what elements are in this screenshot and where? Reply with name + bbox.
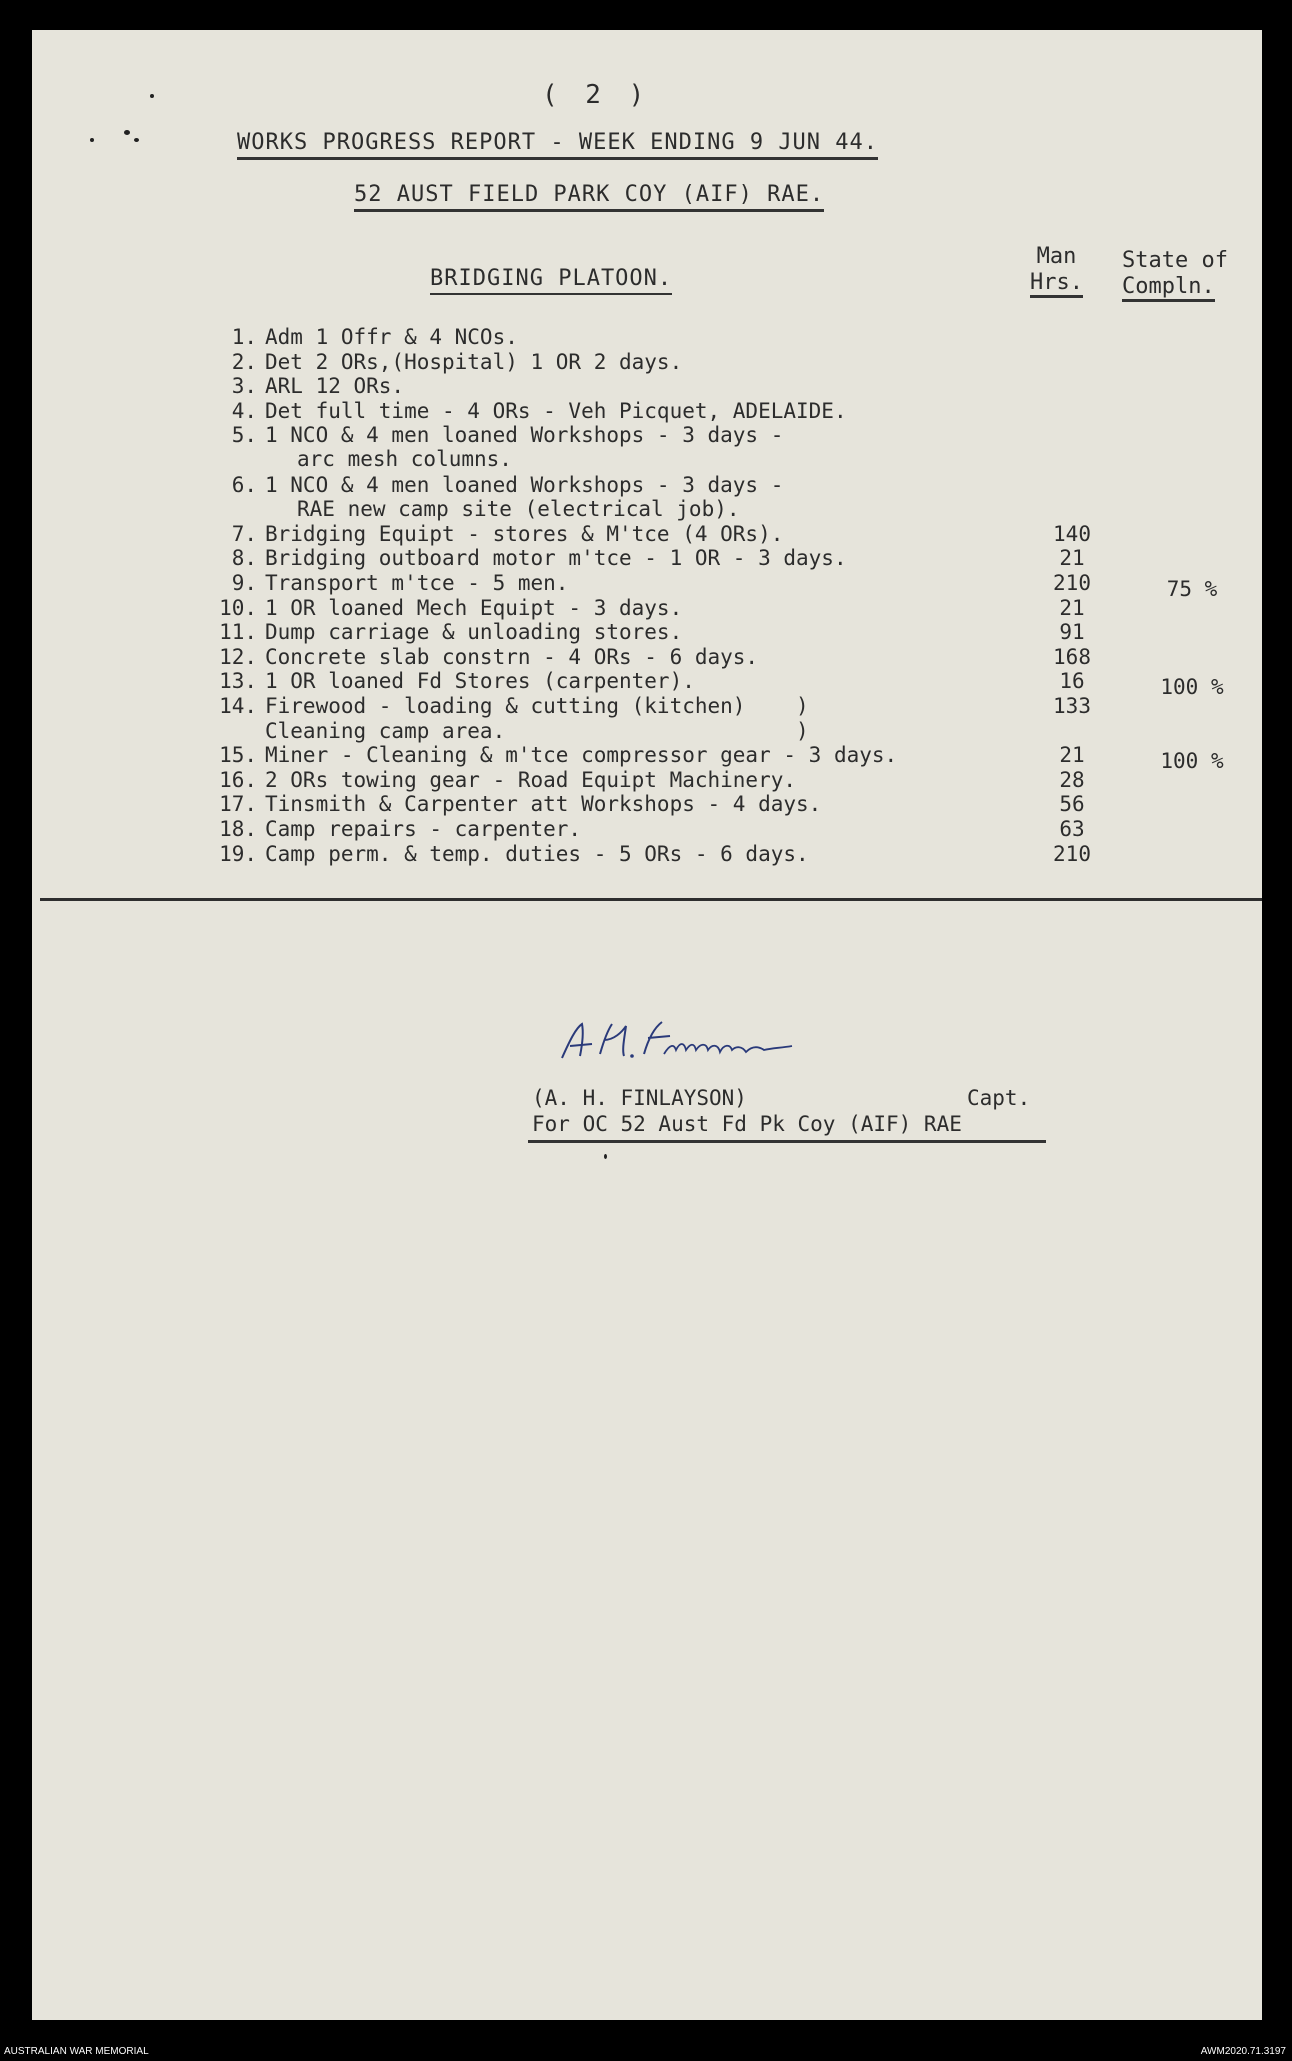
work-item-description-text: 2 ORs towing gear - Road Equipt Machinery. <box>265 767 797 792</box>
work-item-completion: 100 % <box>1160 749 1224 774</box>
work-item-description <box>265 645 758 669</box>
report-title <box>237 130 878 160</box>
work-item-man-hours: 28 <box>1059 767 1085 792</box>
man-hours-header-line1: Man <box>1036 244 1077 269</box>
work-item-number: 2. <box>231 349 257 374</box>
man-hours-header-line2: Hrs. <box>1030 270 1083 298</box>
work-item-number: 14. <box>219 694 257 718</box>
completion-header-line1: State of <box>1122 248 1228 273</box>
work-item-description-text: Cleaning camp area. ) <box>265 718 809 743</box>
section-divider <box>40 898 1262 901</box>
work-item-description-text: 1 OR loaned Mech Equipt - 3 days. <box>265 595 683 620</box>
work-item-man-hours: 56 <box>1059 792 1085 817</box>
footer-left: AUSTRALIAN WAR MEMORIAL <box>4 2046 149 2057</box>
work-item-man-hours: 21 <box>1059 595 1085 620</box>
work-item-number: 7. <box>231 521 257 546</box>
work-item-description-text: Camp repairs - carpenter. <box>265 817 582 841</box>
work-item-number: 4. <box>231 398 257 423</box>
work-item-number: 1. <box>231 325 257 349</box>
work-item-description-text: ARL 12 ORs. <box>265 374 405 399</box>
work-item-description-text: 1 OR loaned Fd Stores (carpenter). <box>265 669 695 694</box>
work-item-man-hours: 16 <box>1059 669 1085 694</box>
work-item-man-hours: 140 <box>1053 521 1091 546</box>
paper-speck <box>604 1154 607 1159</box>
signatory-name: (A. H. FINLAYSON) <box>532 1086 747 1110</box>
work-item-description-text: Miner - Cleaning & m'tce compressor gear - 3 days. <box>265 743 898 768</box>
work-item-description-text: Tinsmith & Carpenter att Workshops - 4 days. <box>265 792 822 817</box>
work-item-number: 19. <box>219 841 257 866</box>
work-item-description-text: Det full time - 4 ORs - Veh Picquet, ADELAIDE. <box>265 398 847 423</box>
work-item-completion: 75 % <box>1166 577 1218 601</box>
work-item-description-text: Bridging Equipt - stores & M'tce (4 ORs). <box>265 521 784 546</box>
work-item-number: 3. <box>231 374 257 399</box>
work-item-man-hours: 168 <box>1053 644 1091 669</box>
work-item-number: 12. <box>219 644 257 669</box>
work-item-description-text: 1 NCO & 4 men loaned Workshops - 3 days - <box>265 472 784 497</box>
report-title-text: WORKS PROGRESS REPORT - WEEK ENDING 9 JUN 44. <box>237 130 879 155</box>
work-item-description <box>265 423 783 471</box>
unit-underline <box>354 209 824 212</box>
work-item-description <box>265 620 682 644</box>
work-item-description <box>265 596 682 620</box>
section-heading <box>430 266 672 295</box>
work-item-description-text: Camp perm. & temp. duties - 5 ORs - 6 days. <box>265 841 809 866</box>
work-item-man-hours: 91 <box>1059 620 1085 645</box>
work-item-description-text: 1 NCO & 4 men loaned Workshops - 3 days - <box>265 423 784 448</box>
signatory-for-line: For OC 52 Aust Fd Pk Coy (AIF) RAE <box>532 1112 962 1136</box>
work-item-number: 15. <box>219 743 257 768</box>
work-item-description-continuation: arc mesh columns. <box>297 447 512 472</box>
work-item-completion: 100 % <box>1160 675 1224 700</box>
work-item-description <box>265 719 809 743</box>
work-item-description-text: Dump carriage & unloading stores. <box>265 620 683 645</box>
work-item-man-hours: 210 <box>1053 571 1091 595</box>
work-item-number: 11. <box>219 620 257 645</box>
work-item-description <box>265 817 581 841</box>
work-item-description <box>265 571 568 595</box>
work-item-description <box>265 768 796 792</box>
work-item-man-hours: 21 <box>1059 546 1085 571</box>
work-item-description-text: Adm 1 Offr & 4 NCOs. <box>265 325 518 349</box>
work-item-description <box>265 669 695 693</box>
work-item-description-text: Firewood - loading & cutting (kitchen) ) <box>265 694 809 718</box>
unit-title <box>354 182 824 212</box>
work-item-description <box>265 842 809 866</box>
page-number: ( 2 ) <box>542 80 651 110</box>
section-underline <box>430 293 672 295</box>
title-underline <box>237 157 878 160</box>
paper-speck <box>90 138 94 142</box>
unit-title-text: 52 AUST FIELD PARK COY (AIF) RAE. <box>354 182 825 207</box>
paper-speck <box>150 94 154 98</box>
work-item-description <box>265 522 783 546</box>
work-item-description-text: Concrete slab constrn - 4 ORs - 6 days. <box>265 644 759 669</box>
work-item-man-hours: 210 <box>1053 841 1091 866</box>
work-item-number: 10. <box>219 595 257 620</box>
work-item-description <box>265 546 847 570</box>
work-item-number: 5. <box>231 423 257 448</box>
footer-right: AWM2020.71.3197 <box>1200 2046 1286 2057</box>
work-item-number: 9. <box>231 571 257 595</box>
work-item-description <box>265 325 518 349</box>
work-item-number: 13. <box>219 669 257 694</box>
work-item-description <box>265 694 809 718</box>
man-hours-header <box>1030 244 1083 296</box>
work-item-description-text: Det 2 ORs,(Hospital) 1 OR 2 days. <box>265 349 683 374</box>
signature-underline <box>528 1140 1046 1143</box>
work-item-description <box>265 473 783 521</box>
work-item-man-hours: 63 <box>1059 817 1085 841</box>
work-item-number: 18. <box>219 817 257 841</box>
work-item-man-hours: 21 <box>1059 743 1085 768</box>
completion-header-line2: Compln. <box>1122 274 1215 302</box>
work-item-description-text: Bridging outboard motor m'tce - 1 OR - 3 days. <box>265 546 847 571</box>
work-item-description <box>265 743 897 767</box>
work-item-description-continuation: RAE new camp site (electrical job). <box>297 496 740 521</box>
work-item-description <box>265 374 404 398</box>
completion-header <box>1122 248 1228 300</box>
work-item-number: 8. <box>231 546 257 571</box>
document-page <box>32 30 1262 2020</box>
paper-speck <box>134 138 139 142</box>
work-item-number: 6. <box>231 472 257 497</box>
work-item-description-text: Transport m'tce - 5 men. <box>265 571 569 595</box>
signatory-rank: Capt. <box>967 1086 1031 1110</box>
work-item-description <box>265 350 682 374</box>
work-item-number: 16. <box>219 767 257 792</box>
work-item-number: 17. <box>219 792 257 817</box>
handwritten-signature <box>552 1010 812 1070</box>
section-heading-text: BRIDGING PLATOON. <box>430 266 673 291</box>
paper-speck <box>124 130 130 135</box>
work-item-man-hours: 133 <box>1053 694 1091 718</box>
work-item-description <box>265 399 847 423</box>
work-item-description <box>265 792 821 816</box>
